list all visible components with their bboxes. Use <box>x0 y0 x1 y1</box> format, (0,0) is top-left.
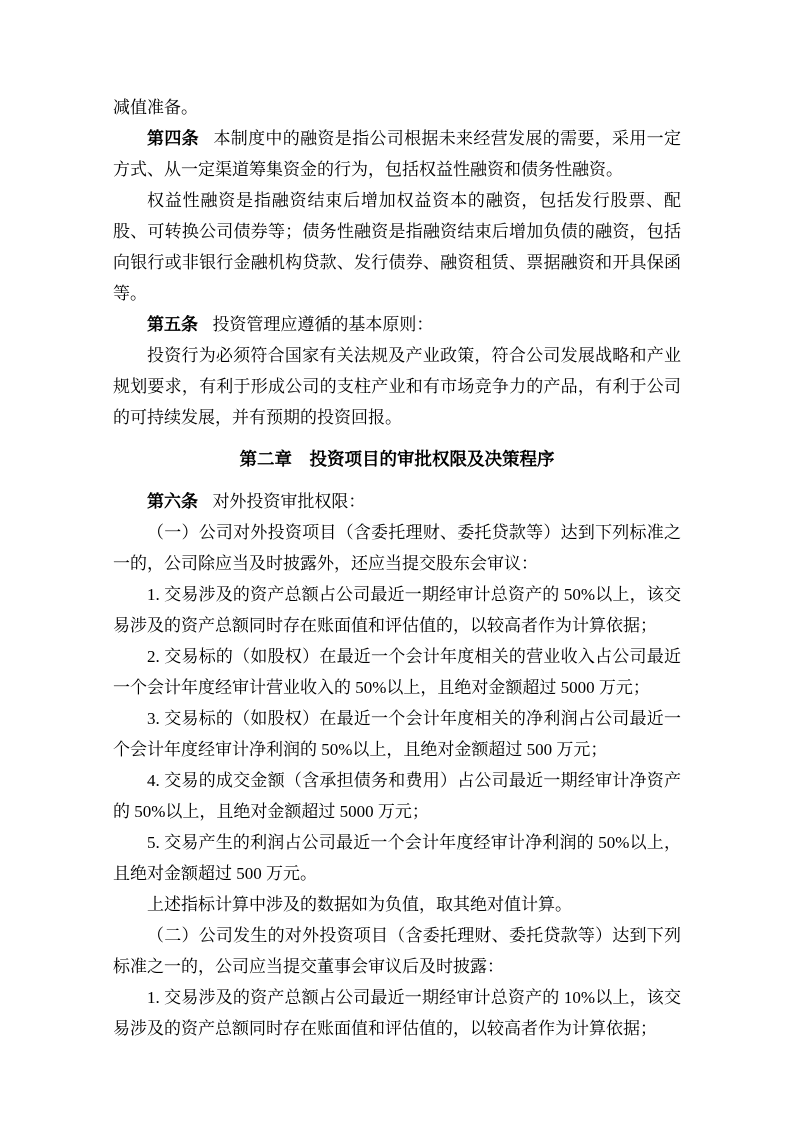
chapter-number-label: 第二章 <box>239 449 292 469</box>
article-number-label: 第四条 <box>147 129 199 148</box>
paragraph-text: 对外投资审批权限： <box>212 492 366 511</box>
paragraph-text: 1. 交易涉及的资产总额占公司最近一期经审计总资产的 50%以上，该交易涉及的资产总额同时存在账面值和评估值的，以较高者作为计算依据； <box>113 585 681 635</box>
body-paragraph <box>113 889 681 920</box>
body-paragraph <box>113 185 681 309</box>
body-paragraph <box>113 517 681 579</box>
paragraph-text: 投资行为必须符合国家有关法规及产业政策，符合公司发展战略和产业规划要求，有利于形成公司的支柱产业和有市场竞争力的产品，有利于公司的可持续发展，并有预期的投资回报。 <box>113 346 681 427</box>
paragraph-continuation <box>113 92 681 123</box>
paragraph-text: 4. 交易的成交金额（含承担债务和费用）占公司最近一期经审计净资产的 50%以上，且绝对金额超过 5000 万元； <box>113 771 681 821</box>
paragraph-text: （二）公司发生的对外投资项目（含委托理财、委托贷款等）达到下列标准之一的，公司应当提交董事会审议后及时披露： <box>113 926 681 976</box>
list-item-4 <box>113 765 681 827</box>
paragraph-text: 1. 交易涉及的资产总额占公司最近一期经审计总资产的 10%以上，该交易涉及的资产总额同时存在账面值和评估值的，以较高者作为计算依据； <box>113 988 681 1038</box>
list-item-5 <box>113 827 681 889</box>
article-number-label: 第五条 <box>147 315 198 334</box>
paragraph-text: 5. 交易产生的利润占公司最近一个会计年度经审计净利润的 50%以上，且绝对金额超过 500 万元。 <box>113 833 681 883</box>
body-paragraph <box>113 340 681 433</box>
paragraph-text: （一）公司对外投资项目（含委托理财、委托贷款等）达到下列标准之一的，公司除应当及时披露外，还应当提交股东会审议： <box>113 523 681 573</box>
paragraph-text: 2. 交易标的（如股权）在最近一个会计年度相关的营业收入占公司最近一个会计年度经审计营业收入的 50%以上，且绝对金额超过 5000 万元； <box>113 647 681 697</box>
article-paragraph-4 <box>113 123 681 185</box>
article-paragraph-5 <box>113 309 681 340</box>
paragraph-text: 3. 交易标的（如股权）在最近一个会计年度相关的净利润占公司最近一个会计年度经审计净利润的 50%以上，且绝对金额超过 500 万元； <box>113 709 681 759</box>
chapter-title: 投资项目的审批权限及决策程序 <box>309 449 555 469</box>
list-item-3 <box>113 703 681 765</box>
paragraph-text: 本制度中的融资是指公司根据未来经营发展的需要，采用一定方式、从一定渠道筹集资金的行为，包括权益性融资和债务性融资。 <box>113 129 682 179</box>
body-paragraph <box>113 920 681 982</box>
article-number-label: 第六条 <box>147 492 198 511</box>
chapter-heading <box>113 444 681 475</box>
paragraph-text: 投资管理应遵循的基本原则： <box>212 315 434 334</box>
paragraph-text: 上述指标计算中涉及的数据如为负值，取其绝对值计算。 <box>147 895 572 914</box>
list-item-1b <box>113 982 681 1044</box>
list-item-2 <box>113 641 681 703</box>
list-item-1 <box>113 579 681 641</box>
paragraph-text: 减值准备。 <box>113 98 198 117</box>
paragraph-text: 权益性融资是指融资结束后增加权益资本的融资，包括发行股票、配股、可转换公司债券等；债务性融资是指融资结束后增加负债的融资，包括向银行或非银行金融机构贷款、发行债券、融资租赁、票据融资和开具保函等。 <box>113 191 681 303</box>
article-paragraph-6 <box>113 486 681 517</box>
